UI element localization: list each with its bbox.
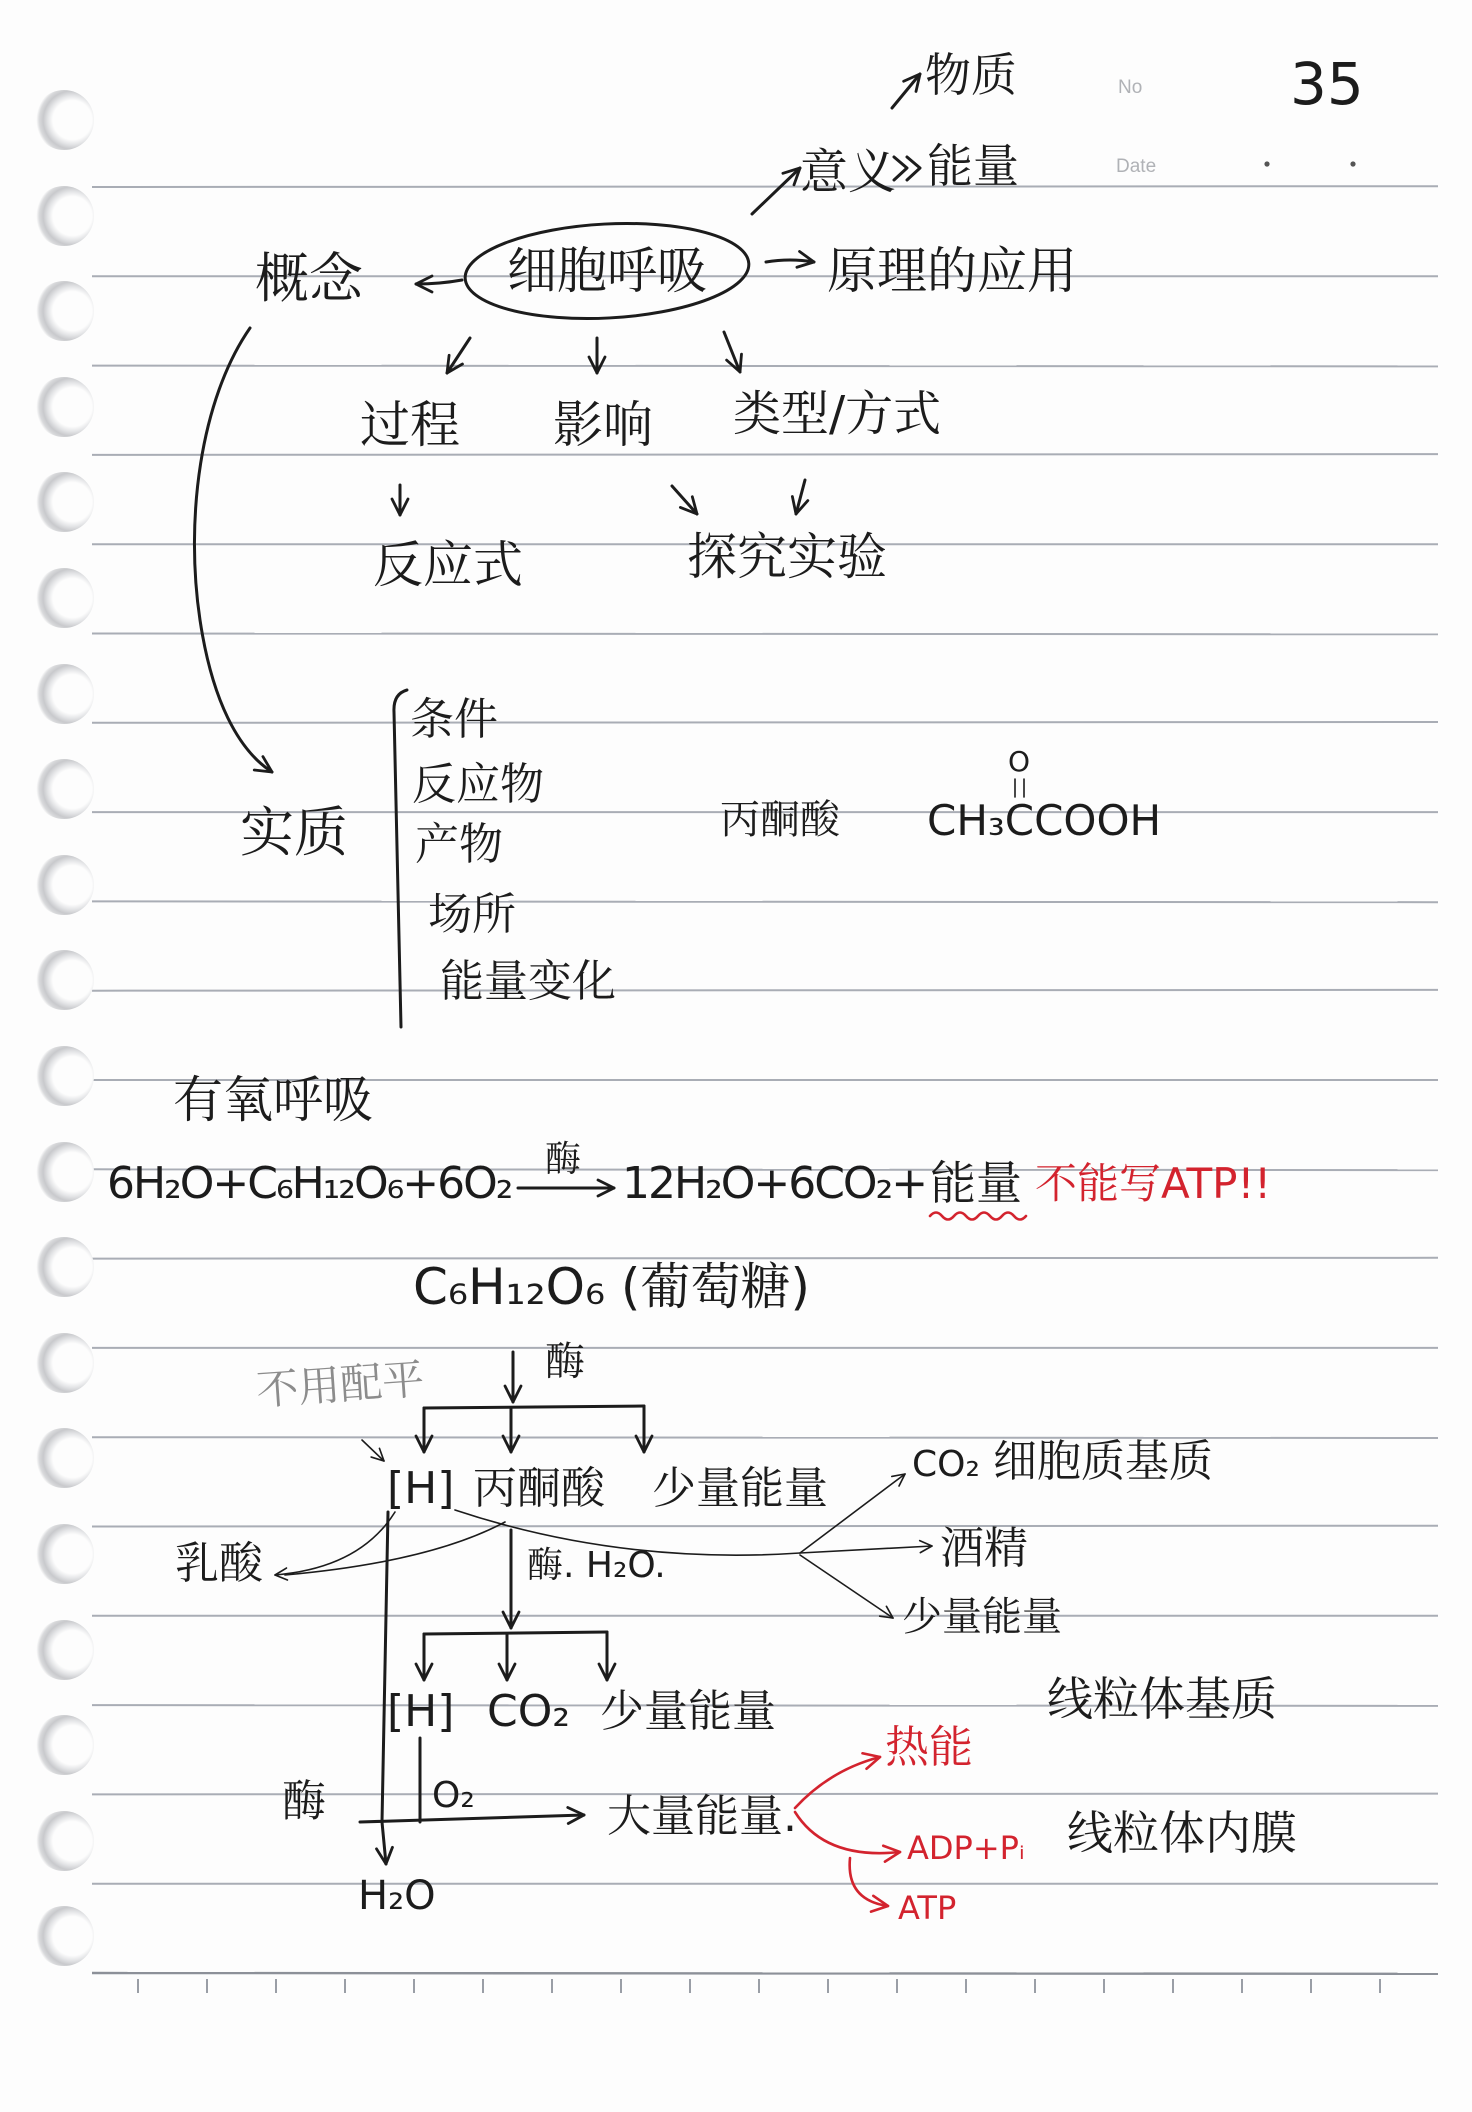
equation-products: 12H₂O+6CO₂+ <box>622 1158 927 1209</box>
significance-material: 物质 <box>925 48 1017 102</box>
stage2-co2: CO₂ <box>487 1686 570 1737</box>
equation-warning: 不能写ATP!! <box>1035 1159 1272 1208</box>
arrow-to-alcohol <box>800 1546 932 1553</box>
arrow-to-process <box>447 338 470 373</box>
arrow-to-concept <box>416 280 462 284</box>
water-label: H₂O <box>358 1873 436 1919</box>
equation-energy: 能量 <box>930 1156 1022 1210</box>
h-to-water-line <box>382 1512 388 1822</box>
essence-item: 产物 <box>415 819 503 870</box>
essence-item: 条件 <box>410 694 498 745</box>
lactic-acid-label: 乳酸 <box>175 1538 263 1589</box>
essence-item: 反应物 <box>412 759 544 810</box>
adp-label: ADP+Pᵢ <box>907 1829 1025 1867</box>
oxygen-label: O₂ <box>432 1775 475 1816</box>
arrow-h-to-lactic <box>275 1512 395 1575</box>
essence-bracket <box>394 690 407 1027</box>
glucose-label: C₆H₁₂O₆ (葡萄糖) <box>413 1258 810 1316</box>
pyruvate-formula: CH₃CCOOH <box>927 796 1162 845</box>
page-number: 35 <box>1290 50 1364 118</box>
pyruvate-name: 丙酮酸 <box>720 797 840 843</box>
red-arrow-to-atp <box>850 1858 888 1906</box>
stage3-location: 线粒体内膜 <box>1067 1806 1297 1860</box>
arrow-to-water <box>382 1822 386 1864</box>
arrow-to-material <box>892 74 920 108</box>
alcohol-label: 酒精 <box>940 1523 1028 1574</box>
arrow-types-to-experiment <box>796 480 805 514</box>
anaerobic-energy: 少量能量 <box>902 1594 1062 1640</box>
arrow-to-types <box>724 332 740 372</box>
curved-arrow-to-essence <box>194 328 272 772</box>
experiment-label: 探究实验 <box>687 528 887 586</box>
carbonyl-oxygen: O <box>1008 745 1031 778</box>
energy-wavy-underline <box>930 1213 1026 1220</box>
stage1-enzyme: 酶 <box>545 1339 585 1385</box>
note-arrow <box>362 1440 384 1461</box>
stage2-input: 酶. H₂O. <box>527 1545 666 1586</box>
red-arrow-to-heat <box>795 1757 880 1808</box>
arrow-to-significance <box>752 168 800 214</box>
stage1-pyruvate: 丙酮酸 <box>473 1463 605 1514</box>
essence-item: 场所 <box>428 889 516 940</box>
stage1-location: 细胞质基质 <box>993 1436 1213 1487</box>
equation-enzyme: 酶 <box>545 1139 582 1180</box>
stage1-energy: 少量能量 <box>652 1463 828 1514</box>
stage2-energy: 少量能量 <box>600 1686 776 1737</box>
arrow-to-anaerobic-energy <box>800 1555 893 1618</box>
essence-item: 能量变化 <box>440 956 616 1007</box>
stage2-h: [H] <box>387 1686 455 1737</box>
influence-label: 影响 <box>553 396 653 454</box>
equation-label: 反应式 <box>373 536 523 594</box>
carbonyl-double-bond <box>1015 779 1024 797</box>
arrow-to-application <box>766 260 814 262</box>
types-label: 类型/方式 <box>733 386 942 442</box>
significance-energy: 能量 <box>927 139 1019 193</box>
stage3-enzyme: 酶 <box>282 1776 326 1827</box>
essence-label: 实质 <box>240 801 348 864</box>
process-label: 过程 <box>360 396 460 454</box>
stage3-energy: 大量能量. <box>607 1791 797 1842</box>
application-label: 原理的应用 <box>827 242 1077 300</box>
date-label: Date <box>1116 156 1157 177</box>
oxygen-arrow <box>360 1815 584 1822</box>
no-label: No <box>1118 77 1143 98</box>
stage2-location: 线粒体基质 <box>1047 1672 1277 1726</box>
equation-reactants: 6H₂O+C₆H₁₂O₆+6O₂ <box>107 1158 512 1209</box>
red-arrow-to-adp <box>795 1812 900 1853</box>
balancing-note: 不用配平 <box>254 1354 426 1415</box>
center-topic: 细胞呼吸 <box>507 242 707 300</box>
stage2-bracket <box>424 1632 607 1634</box>
double-chevron-to-energy <box>894 157 920 180</box>
anaerobic-co2: CO₂ <box>912 1444 980 1485</box>
aerobic-title: 有氧呼吸 <box>173 1071 373 1129</box>
stage1-bracket <box>424 1406 644 1408</box>
arrow-influence-to-experiment <box>672 486 697 514</box>
atp-label: ATP <box>898 1889 957 1927</box>
stage1-h: [H] <box>387 1463 455 1514</box>
significance-label: 意义 <box>800 144 897 200</box>
heat-energy-label: 热能 <box>885 1722 973 1773</box>
concept-label: 概念 <box>255 247 363 310</box>
